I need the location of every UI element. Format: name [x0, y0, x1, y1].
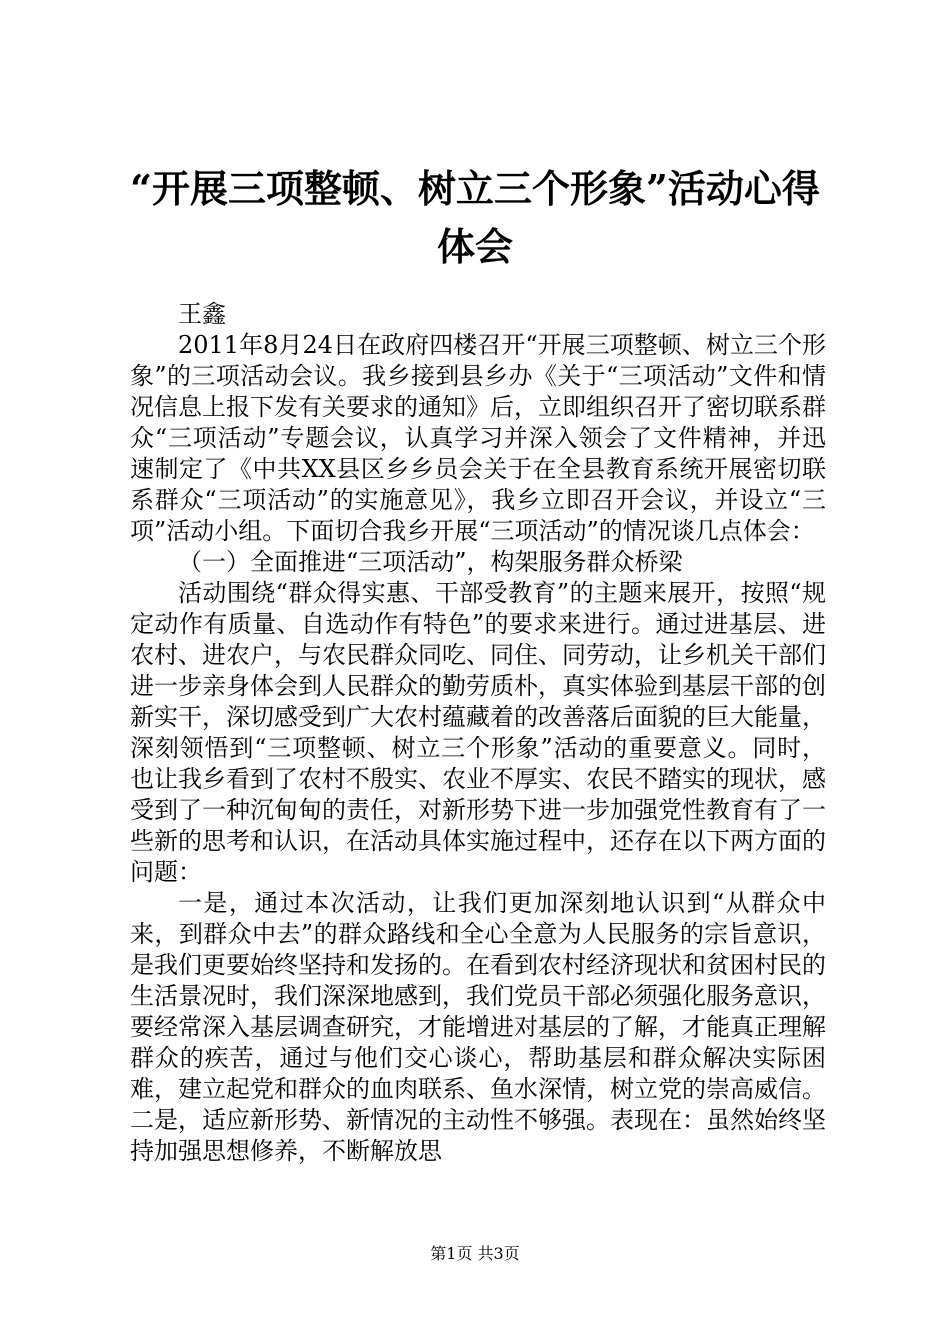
body-paragraph: 活动围绕“群众得实惠、干部受教育”的主题来展开，按照“规定动作有质量、自选动作有特色”的要求来进行。通过进基层、进农村、进农户，与农民群众同吃、同住、同劳动，让乡机关干部们进一步亲身体会到人民群众的勤劳质朴，真实体验到基层干部的创新实干，深切感受到广大农村蕴藏着的改善落后面貌的巨大能量，深刻领悟到“三项整顿、树立三个形象”活动的重要意义。同时，也让我乡看到了农村不殷实、农业不厚实、农民不踏实的现状，感受到了一种沉甸甸的责任，对新形势下进一步加强党性教育有了一些新的思考和认识，在活动具体实施过程中，还存在以下两方面的问题： [130, 579, 826, 886]
author-name: 王鑫 [178, 300, 226, 328]
section-heading: （一）全面推进“三项活动”，构架服务群众桥梁 [178, 548, 683, 576]
document-title: “开展三项整顿、树立三个形象”活动心得体会 [130, 166, 820, 269]
page-footer: 第1页 共3页 [430, 1244, 520, 1263]
document-body [130, 299, 826, 1167]
body-paragraph: 2011年8月24日在政府四楼召开“开展三项整顿、树立三个形象”的三项活动会议。我乡接到县乡办《关于“三项活动”文件和情况信息上报下发有关要求的通知》后，立即组织召开了密切联系群众“三项活动”专题会议，认真学习并深入领会了文件精神，并迅速制定了《中共XX县区乡乡员会关于在全县教育系统开展密切联系群众“三项活动”的实施意见》，我乡立即召开会议，并设立“三项”活动小组。下面切合我乡开展“三项活动”的情况谈几点体会： [130, 331, 826, 545]
body-paragraph: 一是，通过本次活动，让我们更加深刻地认识到“从群众中来，到群众中去”的群众路线和全心全意为人民服务的宗旨意识，是我们更要始终坚持和发扬的。在看到农村经济现状和贫困村民的生活景况时，我们深深地感到，我们党员干部必须强化服务意识，要经常深入基层调查研究，才能增进对基层的了解，才能真正理解群众的疾苦，通过与他们交心谈心，帮助基层和群众解决实际困难，建立起党和群众的血肉联系、鱼水深情，树立党的崇高威信。二是，适应新形势、新情况的主动性不够强。表现在：虽然始终坚持加强思想修养，不断解放思 [130, 889, 826, 1165]
